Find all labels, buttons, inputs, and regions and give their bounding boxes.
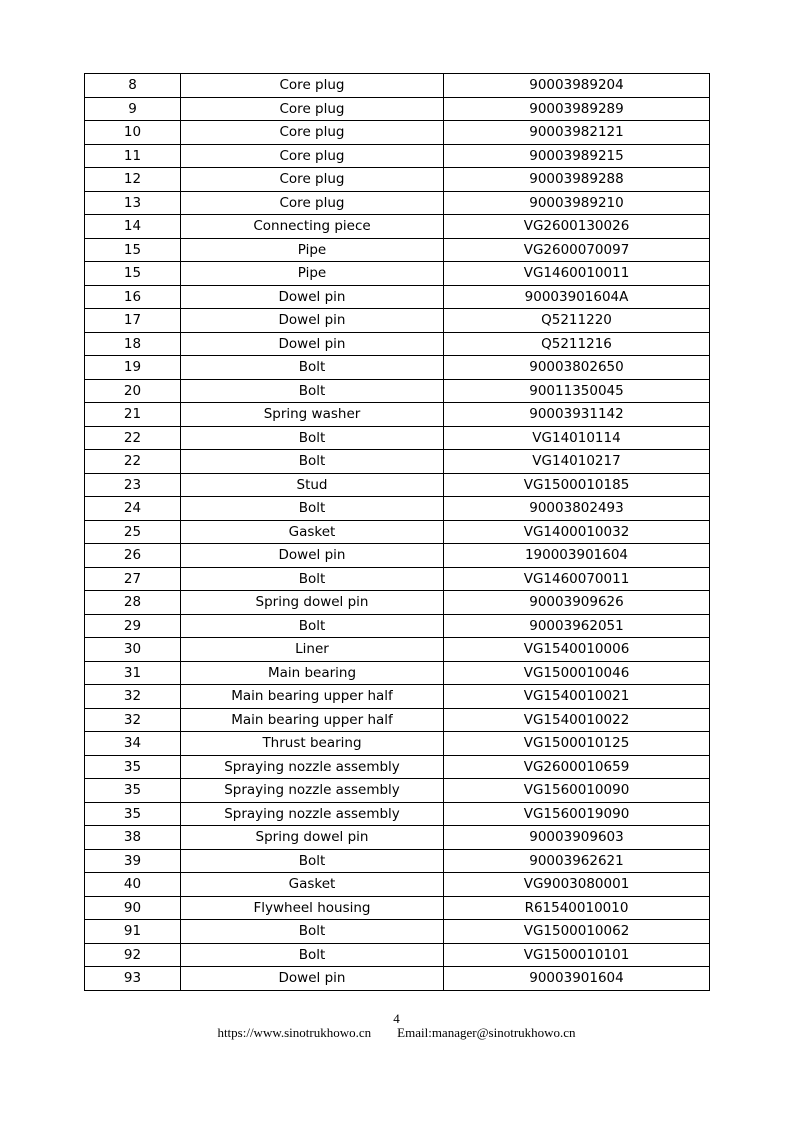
cell-number: 32	[85, 708, 181, 732]
table-row	[85, 450, 710, 474]
cell-number: 21	[85, 403, 181, 427]
table-row	[85, 379, 710, 403]
cell-number: 19	[85, 356, 181, 380]
footer-website: https://www.sinotrukhowo.cn	[217, 1025, 372, 1040]
table-row	[85, 685, 710, 709]
table-row	[85, 755, 710, 779]
parts-table-body	[85, 74, 710, 991]
cell-part-code: 90011350045	[444, 379, 710, 403]
table-row	[85, 661, 710, 685]
cell-part-code: VG1460070011	[444, 567, 710, 591]
cell-part-name: Bolt	[181, 379, 444, 403]
cell-number: 30	[85, 638, 181, 662]
cell-part-code: 90003989210	[444, 191, 710, 215]
table-row	[85, 144, 710, 168]
table-row	[85, 497, 710, 521]
cell-part-name: Pipe	[181, 238, 444, 262]
cell-part-name: Stud	[181, 473, 444, 497]
cell-number: 32	[85, 685, 181, 709]
cell-part-name: Dowel pin	[181, 332, 444, 356]
cell-part-name: Dowel pin	[181, 309, 444, 333]
cell-number: 15	[85, 262, 181, 286]
cell-number: 35	[85, 779, 181, 803]
table-row	[85, 826, 710, 850]
cell-part-code: 190003901604	[444, 544, 710, 568]
cell-number: 35	[85, 802, 181, 826]
cell-part-code: 90003802493	[444, 497, 710, 521]
table-row	[85, 285, 710, 309]
table-row	[85, 403, 710, 427]
table-row	[85, 191, 710, 215]
cell-part-code: Q5211220	[444, 309, 710, 333]
cell-part-name: Main bearing upper half	[181, 708, 444, 732]
cell-part-code: VG1560010090	[444, 779, 710, 803]
table-row	[85, 215, 710, 239]
cell-number: 93	[85, 967, 181, 991]
cell-part-name: Bolt	[181, 567, 444, 591]
table-row	[85, 168, 710, 192]
table-row	[85, 802, 710, 826]
cell-part-name: Bolt	[181, 920, 444, 944]
cell-part-name: Bolt	[181, 450, 444, 474]
cell-part-name: Spraying nozzle assembly	[181, 802, 444, 826]
table-row	[85, 426, 710, 450]
cell-part-code: VG1500010125	[444, 732, 710, 756]
table-row	[85, 309, 710, 333]
cell-part-name: Dowel pin	[181, 285, 444, 309]
cell-number: 92	[85, 943, 181, 967]
cell-number: 23	[85, 473, 181, 497]
table-row	[85, 614, 710, 638]
cell-part-code: VG1460010011	[444, 262, 710, 286]
cell-part-code: VG1500010046	[444, 661, 710, 685]
cell-part-code: VG14010217	[444, 450, 710, 474]
cell-number: 15	[85, 238, 181, 262]
cell-part-code: 90003989289	[444, 97, 710, 121]
table-row	[85, 732, 710, 756]
cell-part-code: 90003982121	[444, 121, 710, 145]
cell-part-name: Bolt	[181, 426, 444, 450]
table-row	[85, 262, 710, 286]
cell-number: 90	[85, 896, 181, 920]
table-row	[85, 708, 710, 732]
cell-number: 31	[85, 661, 181, 685]
table-row	[85, 520, 710, 544]
cell-part-code: VG2600010659	[444, 755, 710, 779]
table-row	[85, 544, 710, 568]
cell-part-name: Bolt	[181, 356, 444, 380]
table-row	[85, 591, 710, 615]
cell-number: 22	[85, 450, 181, 474]
cell-number: 18	[85, 332, 181, 356]
cell-number: 9	[85, 97, 181, 121]
cell-number: 13	[85, 191, 181, 215]
cell-part-name: Spring dowel pin	[181, 826, 444, 850]
cell-part-code: 90003931142	[444, 403, 710, 427]
cell-part-code: VG1540010021	[444, 685, 710, 709]
cell-part-code: 90003901604A	[444, 285, 710, 309]
cell-part-code: 90003909626	[444, 591, 710, 615]
cell-part-name: Dowel pin	[181, 544, 444, 568]
cell-part-name: Core plug	[181, 191, 444, 215]
table-row	[85, 779, 710, 803]
footer-contact-line	[0, 1025, 793, 1041]
cell-part-name: Spring dowel pin	[181, 591, 444, 615]
cell-number: 12	[85, 168, 181, 192]
cell-part-name: Bolt	[181, 849, 444, 873]
table-row	[85, 332, 710, 356]
cell-number: 20	[85, 379, 181, 403]
cell-number: 28	[85, 591, 181, 615]
cell-number: 10	[85, 121, 181, 145]
cell-part-name: Thrust bearing	[181, 732, 444, 756]
cell-part-code: R61540010010	[444, 896, 710, 920]
table-row	[85, 238, 710, 262]
cell-part-name: Connecting piece	[181, 215, 444, 239]
cell-part-name: Bolt	[181, 943, 444, 967]
cell-part-code: VG1540010022	[444, 708, 710, 732]
table-row	[85, 920, 710, 944]
cell-part-code: VG1560019090	[444, 802, 710, 826]
cell-number: 8	[85, 74, 181, 98]
cell-part-name: Flywheel housing	[181, 896, 444, 920]
footer-email: Email:manager@sinotrukhowo.cn	[397, 1025, 576, 1040]
cell-number: 27	[85, 567, 181, 591]
cell-part-code: 90003989288	[444, 168, 710, 192]
cell-part-code: 90003962621	[444, 849, 710, 873]
table-row	[85, 473, 710, 497]
cell-number: 29	[85, 614, 181, 638]
cell-part-name: Bolt	[181, 497, 444, 521]
cell-number: 22	[85, 426, 181, 450]
cell-part-code: 90003802650	[444, 356, 710, 380]
cell-part-name: Dowel pin	[181, 967, 444, 991]
page-number: 4	[393, 1011, 400, 1026]
table-row	[85, 567, 710, 591]
cell-part-name: Gasket	[181, 873, 444, 897]
cell-part-code: 90003909603	[444, 826, 710, 850]
cell-number: 17	[85, 309, 181, 333]
cell-part-name: Bolt	[181, 614, 444, 638]
parts-table	[84, 73, 710, 991]
cell-part-code: 90003989204	[444, 74, 710, 98]
cell-number: 25	[85, 520, 181, 544]
cell-part-name: Pipe	[181, 262, 444, 286]
cell-part-name: Core plug	[181, 97, 444, 121]
cell-number: 35	[85, 755, 181, 779]
cell-number: 24	[85, 497, 181, 521]
cell-number: 91	[85, 920, 181, 944]
table-row	[85, 896, 710, 920]
cell-number: 38	[85, 826, 181, 850]
table-row	[85, 638, 710, 662]
table-row	[85, 356, 710, 380]
cell-part-code: VG1500010101	[444, 943, 710, 967]
cell-part-code: 90003962051	[444, 614, 710, 638]
cell-part-name: Core plug	[181, 74, 444, 98]
cell-number: 39	[85, 849, 181, 873]
cell-part-name: Core plug	[181, 121, 444, 145]
cell-number: 26	[85, 544, 181, 568]
cell-part-code: VG1500010185	[444, 473, 710, 497]
cell-part-name: Core plug	[181, 144, 444, 168]
cell-part-name: Liner	[181, 638, 444, 662]
cell-part-code: Q5211216	[444, 332, 710, 356]
table-row	[85, 849, 710, 873]
cell-part-name: Spraying nozzle assembly	[181, 755, 444, 779]
cell-part-code: VG1540010006	[444, 638, 710, 662]
table-row	[85, 74, 710, 98]
cell-part-code: VG2600070097	[444, 238, 710, 262]
cell-number: 34	[85, 732, 181, 756]
cell-part-code: VG2600130026	[444, 215, 710, 239]
cell-number: 11	[85, 144, 181, 168]
cell-number: 16	[85, 285, 181, 309]
cell-part-code: 90003901604	[444, 967, 710, 991]
cell-part-code: VG1500010062	[444, 920, 710, 944]
table-row	[85, 121, 710, 145]
table-row	[85, 967, 710, 991]
cell-part-code: VG9003080001	[444, 873, 710, 897]
cell-part-code: VG1400010032	[444, 520, 710, 544]
cell-part-code: VG14010114	[444, 426, 710, 450]
cell-number: 40	[85, 873, 181, 897]
cell-part-name: Spring washer	[181, 403, 444, 427]
cell-part-name: Core plug	[181, 168, 444, 192]
cell-part-code: 90003989215	[444, 144, 710, 168]
cell-part-name: Main bearing upper half	[181, 685, 444, 709]
cell-number: 14	[85, 215, 181, 239]
cell-part-name: Spraying nozzle assembly	[181, 779, 444, 803]
cell-part-name: Gasket	[181, 520, 444, 544]
table-row	[85, 943, 710, 967]
table-row	[85, 97, 710, 121]
cell-part-name: Main bearing	[181, 661, 444, 685]
table-row	[85, 873, 710, 897]
